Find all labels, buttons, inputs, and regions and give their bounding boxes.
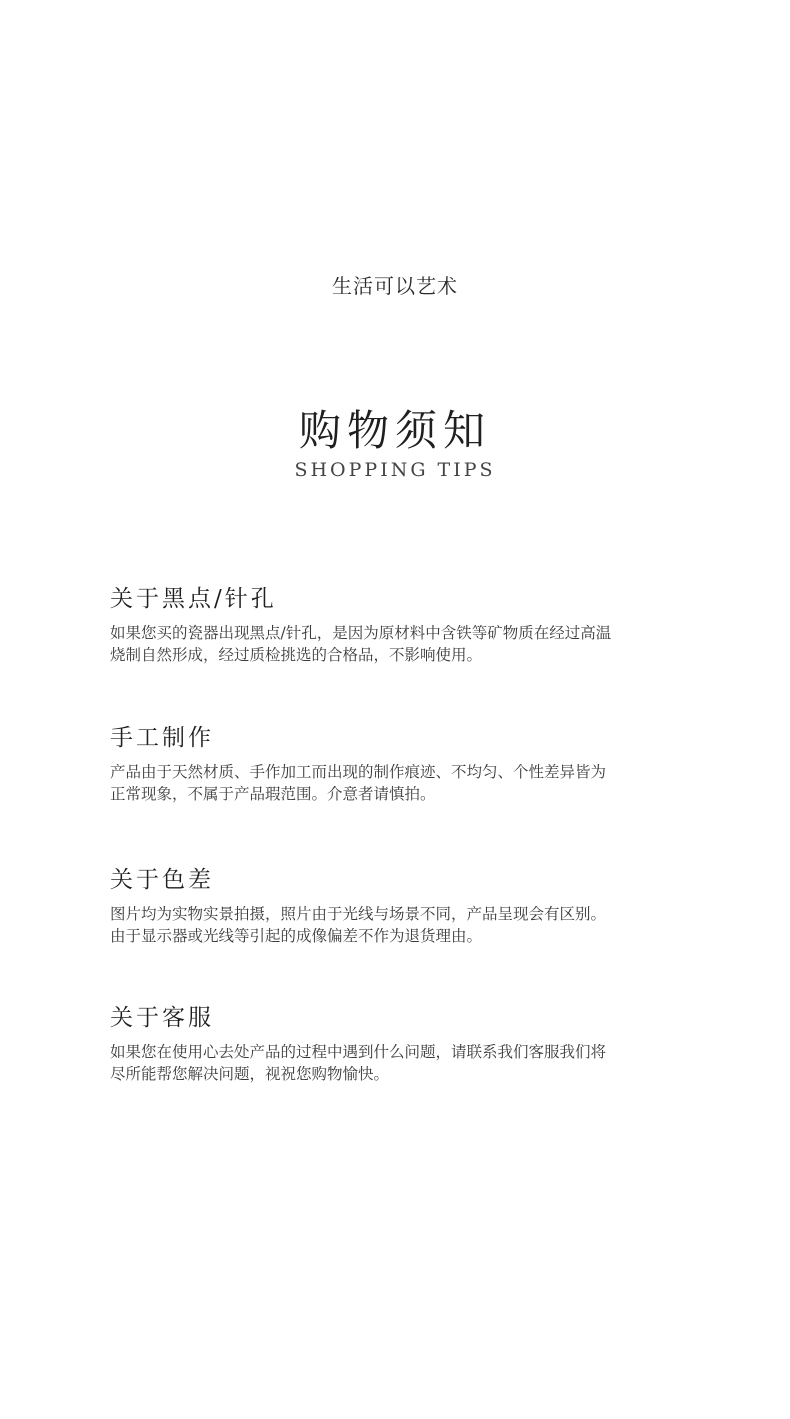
section-title: 关于黑点/针孔	[110, 586, 277, 612]
section-body-line: 产品由于天然材质、手作加工而出现的制作痕迹、不均匀、个性差异皆为	[110, 763, 607, 781]
page-title: 购物须知	[298, 406, 491, 455]
section-body-line: 由于显示器或光线等引起的成像偏差不作为退货理由。	[110, 927, 483, 945]
section-body	[110, 761, 680, 805]
section-customer-service	[110, 1003, 680, 1085]
section-body-line: 尽所能帮您解决问题，视祝您购物愉快。	[110, 1065, 390, 1083]
section-title: 关于客服	[110, 1005, 214, 1031]
section-body-line: 烧制自然形成，经过质检挑选的合格品，不影响使用。	[110, 646, 483, 664]
section-body	[110, 622, 680, 666]
section-body-line: 正常现象，不属于产品瑕范围。介意者请慎拍。	[110, 785, 436, 803]
section-black-spots	[110, 584, 680, 666]
section-body-line: 图片均为实物实景拍摄，照片由于光线与场景不同，产品呈现会有区别。	[110, 905, 607, 923]
tagline: 生活可以艺术	[332, 274, 458, 298]
section-color-difference	[110, 865, 680, 947]
section-body-line: 如果您在使用心去处产品的过程中遇到什么问题，请联系我们客服我们将	[110, 1043, 607, 1061]
page-subtitle: SHOPPING TIPS	[294, 459, 496, 481]
section-body	[110, 1041, 680, 1085]
section-body-line: 如果您买的瓷器出现黑点/针孔，是因为原材料中含铁等矿物质在经过高温	[110, 624, 612, 642]
section-body	[110, 903, 680, 947]
section-handmade	[110, 723, 680, 805]
section-title: 手工制作	[110, 725, 214, 751]
section-title: 关于色差	[110, 867, 214, 893]
